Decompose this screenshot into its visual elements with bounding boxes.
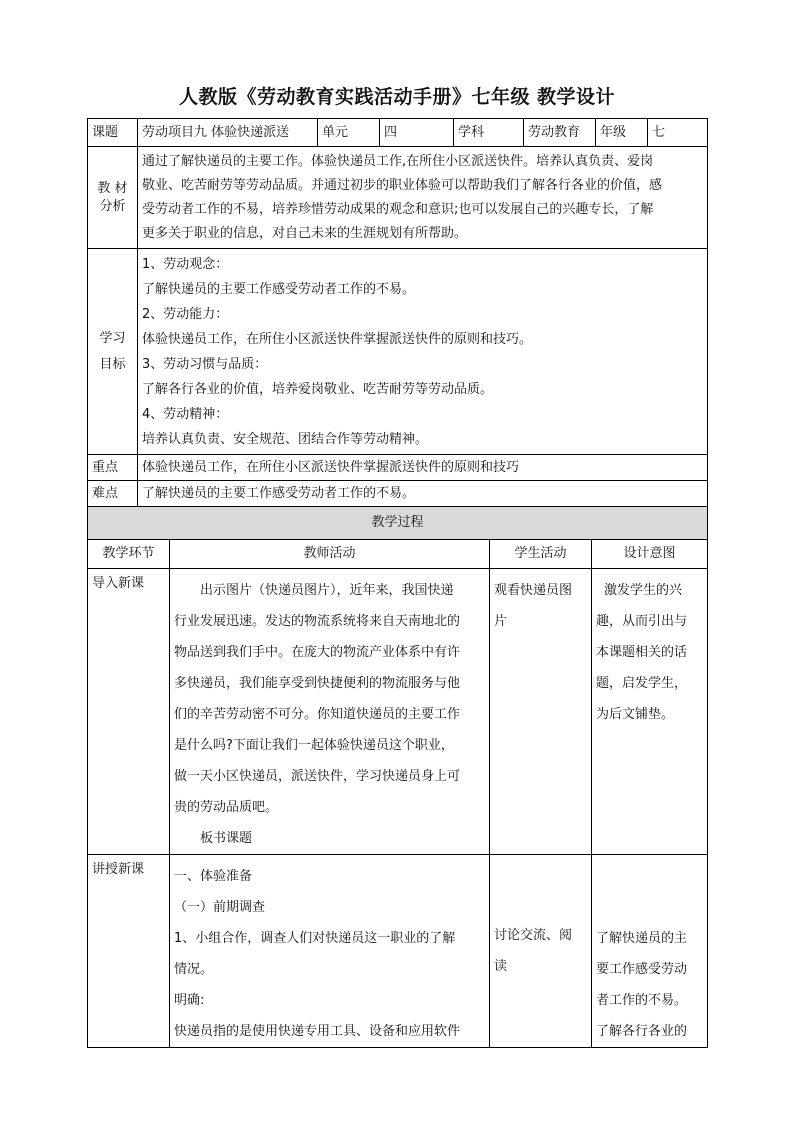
topic-label: 课题 [88, 119, 138, 147]
info-row [88, 119, 708, 147]
student-line: 片 [494, 614, 508, 629]
teacher-line: 们的辛苦劳动密不可分。你知道快递员的主要工作 [174, 707, 461, 722]
intent-line: 题，启发学生， [596, 676, 688, 691]
difficulty-content: 了解快递员的主要工作感受劳动者工作的不易。 [138, 481, 708, 507]
teacher-line: 贵的劳动品质吧。 [174, 800, 279, 815]
teacher-line: 1、小组合作，调查人们对快递员这一职业的了解 [174, 931, 456, 946]
teacher-line: 快递员指的是使用快递专用工具、设备和应用软件 [174, 1024, 461, 1039]
goal-line: 1、劳动观念： [142, 256, 229, 272]
key-content: 体验快递员工作，在所住小区派送快件掌握派送快件的原则和技巧 [138, 455, 708, 481]
teacher-line: 做一天小区快递员，派送快件，学习快递员身上可 [174, 769, 461, 784]
intent-line: 了解各行各业的 [596, 1024, 688, 1039]
goal-line: 了解快递员的主要工作感受劳动者工作的不易。 [142, 281, 416, 297]
goal-line: 培养认真负责、安全规范、团结合作等劳动精神。 [142, 431, 429, 447]
goal-line: 2、劳动能力： [142, 306, 229, 322]
info-table [87, 118, 708, 507]
teacher-line: 行业发展迅速。发达的物流系统将来自天南地北的 [174, 614, 461, 629]
intent-line: 激发学生的兴 [604, 583, 683, 598]
goal-line: 了解各行各业的价值，培养爱岗敬业、吃苦耐劳等劳动品质。 [142, 381, 494, 397]
analysis-label: 教 材 分析 [88, 147, 138, 249]
intent-line: 本课题相关的话 [596, 645, 688, 660]
analysis-line: 通过了解快递员的主要工作。体验快递员工作,在所住小区派送快件。培养认真负责、爱岗 [142, 153, 654, 169]
process-title: 教学过程 [88, 507, 708, 540]
intent-line: 趣，从而引出与 [596, 614, 688, 629]
student-line: 观看快递员图 [494, 583, 573, 598]
teacher-line: （一）前期调查 [174, 900, 266, 915]
design-intent [592, 569, 708, 855]
analysis-line: 敬业、吃苦耐劳等劳动品质。并通过初步的职业体验可以帮助我们了解各行各业的价值，感 [142, 177, 663, 193]
process-row-lecture [88, 855, 708, 1048]
header-teacher: 教师活动 [170, 540, 490, 569]
intent-line: 要工作感受劳动 [596, 962, 688, 977]
goals-label: 学习 目标 [88, 249, 138, 455]
subject-value: 劳动教育 [524, 119, 596, 147]
grade-value: 七 [648, 119, 708, 147]
intent-line: 为后文铺垫。 [596, 707, 675, 722]
process-header-row [88, 540, 708, 569]
teacher-activity [170, 855, 490, 1048]
header-stage: 教学环节 [88, 540, 170, 569]
student-activity [490, 855, 592, 1048]
goals-content [138, 249, 708, 455]
goals-row [88, 249, 708, 455]
analysis-row [88, 147, 708, 249]
header-intent: 设计意图 [592, 540, 708, 569]
design-intent [592, 855, 708, 1048]
analysis-line: 受劳动者工作的不易，培养珍惜劳动成果的观念和意识;也可以发展自己的兴趣专长，了解 [142, 201, 654, 217]
intent-line: 了解快递员的主 [596, 931, 688, 946]
unit-value: 四 [380, 119, 454, 147]
subject-label: 学科 [454, 119, 524, 147]
topic-value: 劳动项目九 体验快递派送 [138, 119, 318, 147]
analysis-content [138, 147, 708, 249]
intent-line: 者工作的不易。 [596, 993, 688, 1008]
goal-line: 4、劳动精神： [142, 406, 229, 422]
key-label: 重点 [88, 455, 138, 481]
teacher-line: 出示图片（快递员图片），近年来，我国快递 [200, 583, 454, 598]
student-activity [490, 569, 592, 855]
stage-cell: 导入新课 [88, 569, 170, 855]
teacher-line: 物品送到我们手中。在庞大的物流产业体系中有许 [174, 645, 461, 660]
teacher-activity [170, 569, 490, 855]
process-table [87, 506, 708, 1048]
teacher-line: 一、体验准备 [174, 869, 253, 884]
header-student: 学生活动 [490, 540, 592, 569]
goal-line: 体验快递员工作，在所住小区派送快件掌握派送快件的原则和技巧。 [142, 331, 533, 347]
student-line: 读 [494, 959, 508, 974]
teacher-line: 明确: [174, 993, 205, 1008]
difficulty-label: 难点 [88, 481, 138, 507]
unit-label: 单元 [318, 119, 380, 147]
teacher-line: 多快递员，我们能享受到快捷便利的物流服务与他 [174, 676, 461, 691]
teacher-line: 板书课题 [200, 831, 253, 846]
student-line: 讨论交流、阅 [494, 928, 573, 943]
document-title: 人教版《劳动教育实践活动手册》七年级 教学设计 [178, 86, 616, 108]
difficulty-row [88, 481, 708, 507]
analysis-line: 更多关于职业的信息，对自己未来的生涯规划有所帮助。 [142, 225, 468, 241]
goal-line: 3、劳动习惯与品质： [142, 356, 268, 372]
process-title-row [88, 507, 708, 540]
stage-cell: 讲授新课 [88, 855, 170, 1048]
process-row-intro [88, 569, 708, 855]
teacher-line: 是什么吗?下面让我们一起体验快递员这个职业， [174, 738, 454, 753]
teacher-line: 情况。 [174, 962, 214, 977]
key-row [88, 455, 708, 481]
grade-label: 年级 [596, 119, 648, 147]
